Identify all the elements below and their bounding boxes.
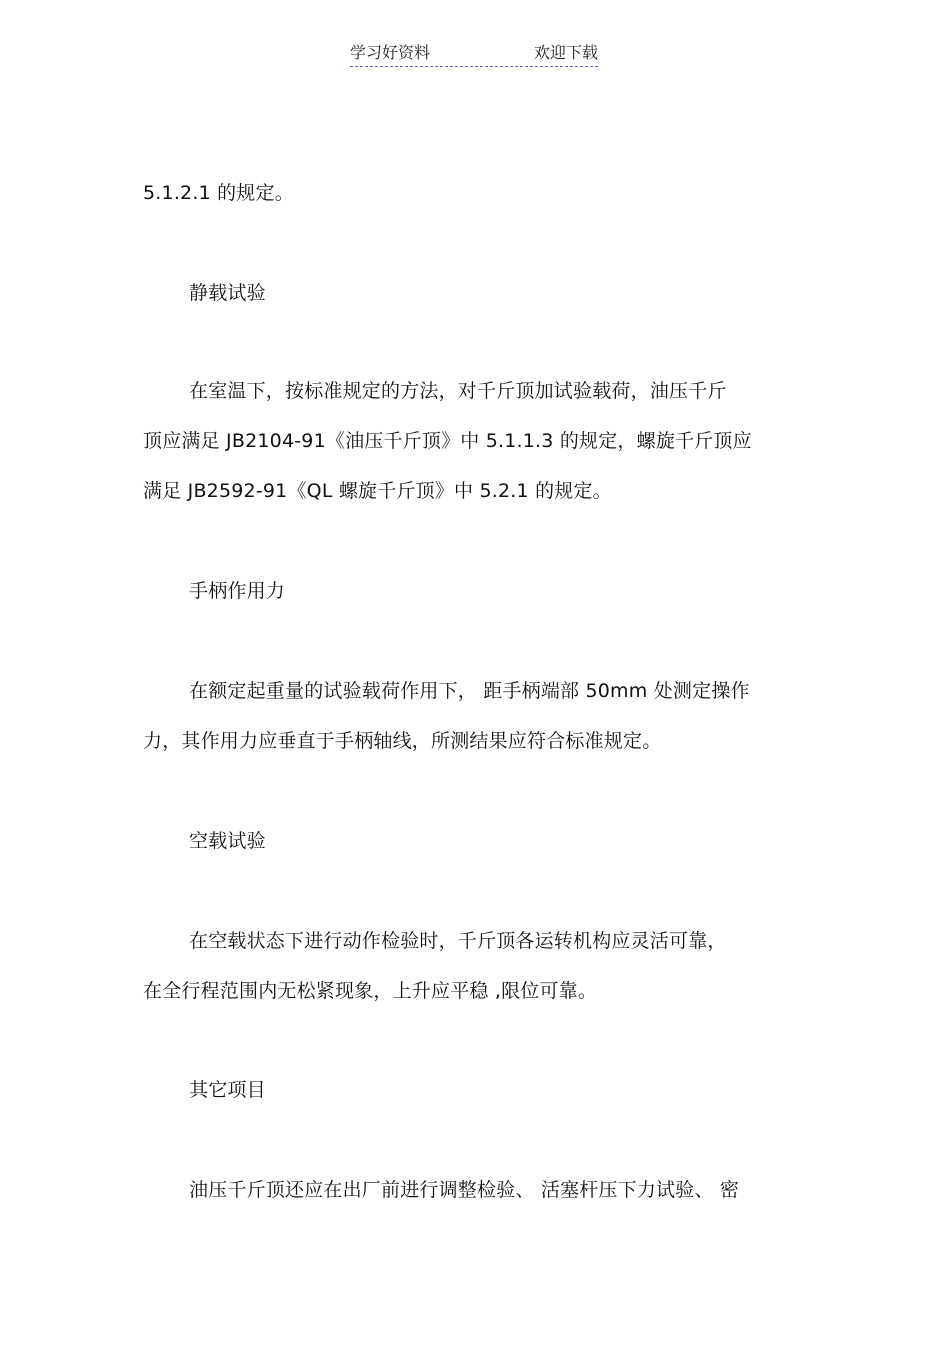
text-line: 5.1.2.1 的规定。 [143, 182, 294, 204]
text-line: 满足 JB2592-91《QL 螺旋千斤顶》中 5.2.1 的规定。 [143, 480, 612, 502]
text-line: 油压千斤顶还应在出厂前进行调整检验、 活塞杆压下力试验、 密 [189, 1179, 740, 1201]
text-line: 在额定起重量的试验载荷作用下， 距手柄端部 50mm 处测定操作 [189, 680, 750, 702]
header-left-text: 学习好资料 [350, 43, 431, 62]
text-line: 在全行程范围内无松紧现象，上升应平稳 ,限位可靠。 [143, 980, 598, 1002]
text-line: 顶应满足 JB2104-91《油压千斤顶》中 5.1.1.3 的规定，螺旋千斤顶应 [143, 430, 752, 452]
section-heading: 其它项目 [189, 1079, 266, 1101]
page-header [350, 40, 598, 67]
text-line: 在室温下，按标准规定的方法，对千斤顶加试验载荷，油压千斤 [189, 380, 727, 402]
section-heading: 空载试验 [189, 830, 266, 852]
text-line: 力，其作用力应垂直于手柄轴线，所测结果应符合标准规定。 [143, 730, 662, 752]
section-heading: 手柄作用力 [189, 580, 286, 602]
section-heading: 静载试验 [189, 282, 266, 304]
text-line: 在空载状态下进行动作检验时，千斤顶各运转机构应灵活可靠， [189, 930, 727, 952]
header-right-text: 欢迎下载 [533, 43, 598, 62]
